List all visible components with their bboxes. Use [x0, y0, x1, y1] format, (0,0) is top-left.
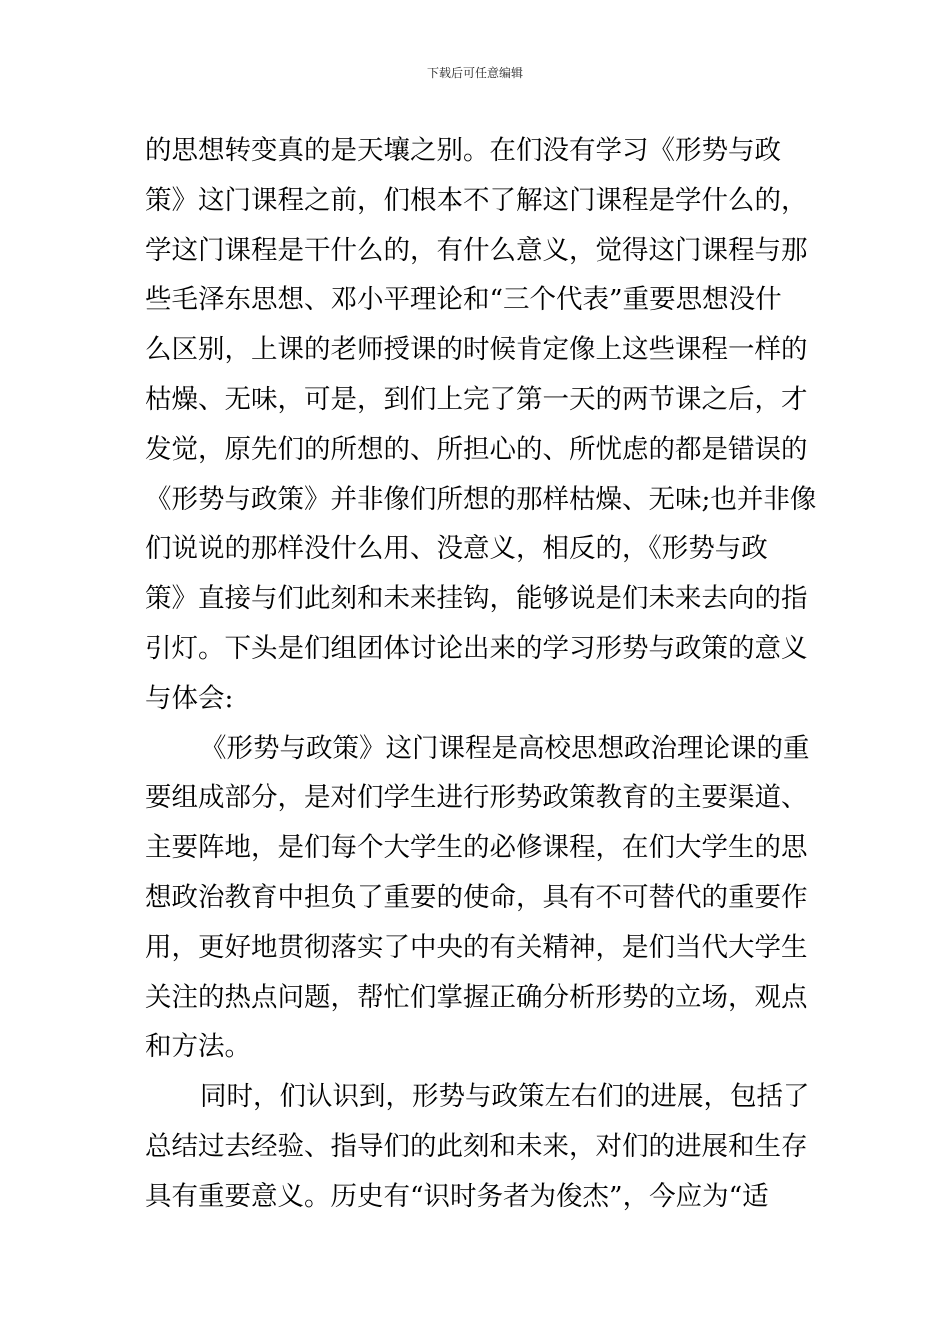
- text-line: 总结过去经验、指导们的此刻和未来，对们的进展和生存: [145, 1130, 808, 1162]
- text-line: 引灯。下头是们组团体讨论出来的学习形势与政策的意义: [145, 632, 808, 664]
- page-header: 下载后可任意编辑: [426, 66, 523, 80]
- text-line: 发觉，原先们的所想的、所担心的、所忧虑的都是错误的: [145, 433, 808, 465]
- text-line: 关注的热点问题，帮忙们掌握正确分析形势的立场，观点: [145, 981, 808, 1013]
- text-line: 用，更好地贯彻落实了中央的有关精神，是们当代大学生: [145, 931, 808, 963]
- text-line: 学这门课程是干什么的，有什么意义，觉得这门课程与那: [145, 234, 808, 266]
- text-line: 策》直接与们此刻和未来挂钩，能够说是们未来去向的指: [145, 583, 808, 615]
- text-line: 具有重要意义。历史有“识时务者为俊杰”，今应为“适: [145, 1180, 769, 1212]
- text-line: 的思想转变真的是天壤之别。在们没有学习《形势与政: [145, 135, 781, 166]
- paragraph-first-line: 同时，们认识到，形势与政策左右们的进展，包括了: [200, 1081, 810, 1113]
- text-line: 和方法。: [145, 1031, 251, 1063]
- text-line: 策》这门课程之前，们根本不了解这门课程是学什么的，: [145, 184, 808, 216]
- text-line: 枯燥、无味，可是，到们上完了第一天的两节课之后，才: [145, 383, 808, 415]
- paragraph-first-line: 《形势与政策》这门课程是高校思想政治理论课的重: [200, 732, 810, 764]
- text-line: 主要阵地，是们每个大学生的必修课程，在们大学生的思: [145, 832, 808, 864]
- document-body: [145, 126, 817, 1222]
- text-line: 些毛泽东思想、邓小平理论和“三个代表”重要思想没什: [145, 284, 782, 316]
- text-line: 要组成部分，是对们学生进行形势政策教育的主要渠道、: [145, 782, 808, 814]
- text-line: 与体会:: [145, 682, 234, 714]
- text-line: 么区别，上课的老师授课的时候肯定像上这些课程一样的: [145, 334, 808, 366]
- text-line: 想政治教育中担负了重要的使命，具有不可替代的重要作: [145, 881, 808, 913]
- text-line: 《形势与政策》并非像们所想的那样枯燥、无味;也并非像: [145, 483, 817, 515]
- text-line: 们说说的那样没什么用、没意义，相反的，《形势与政: [145, 533, 768, 565]
